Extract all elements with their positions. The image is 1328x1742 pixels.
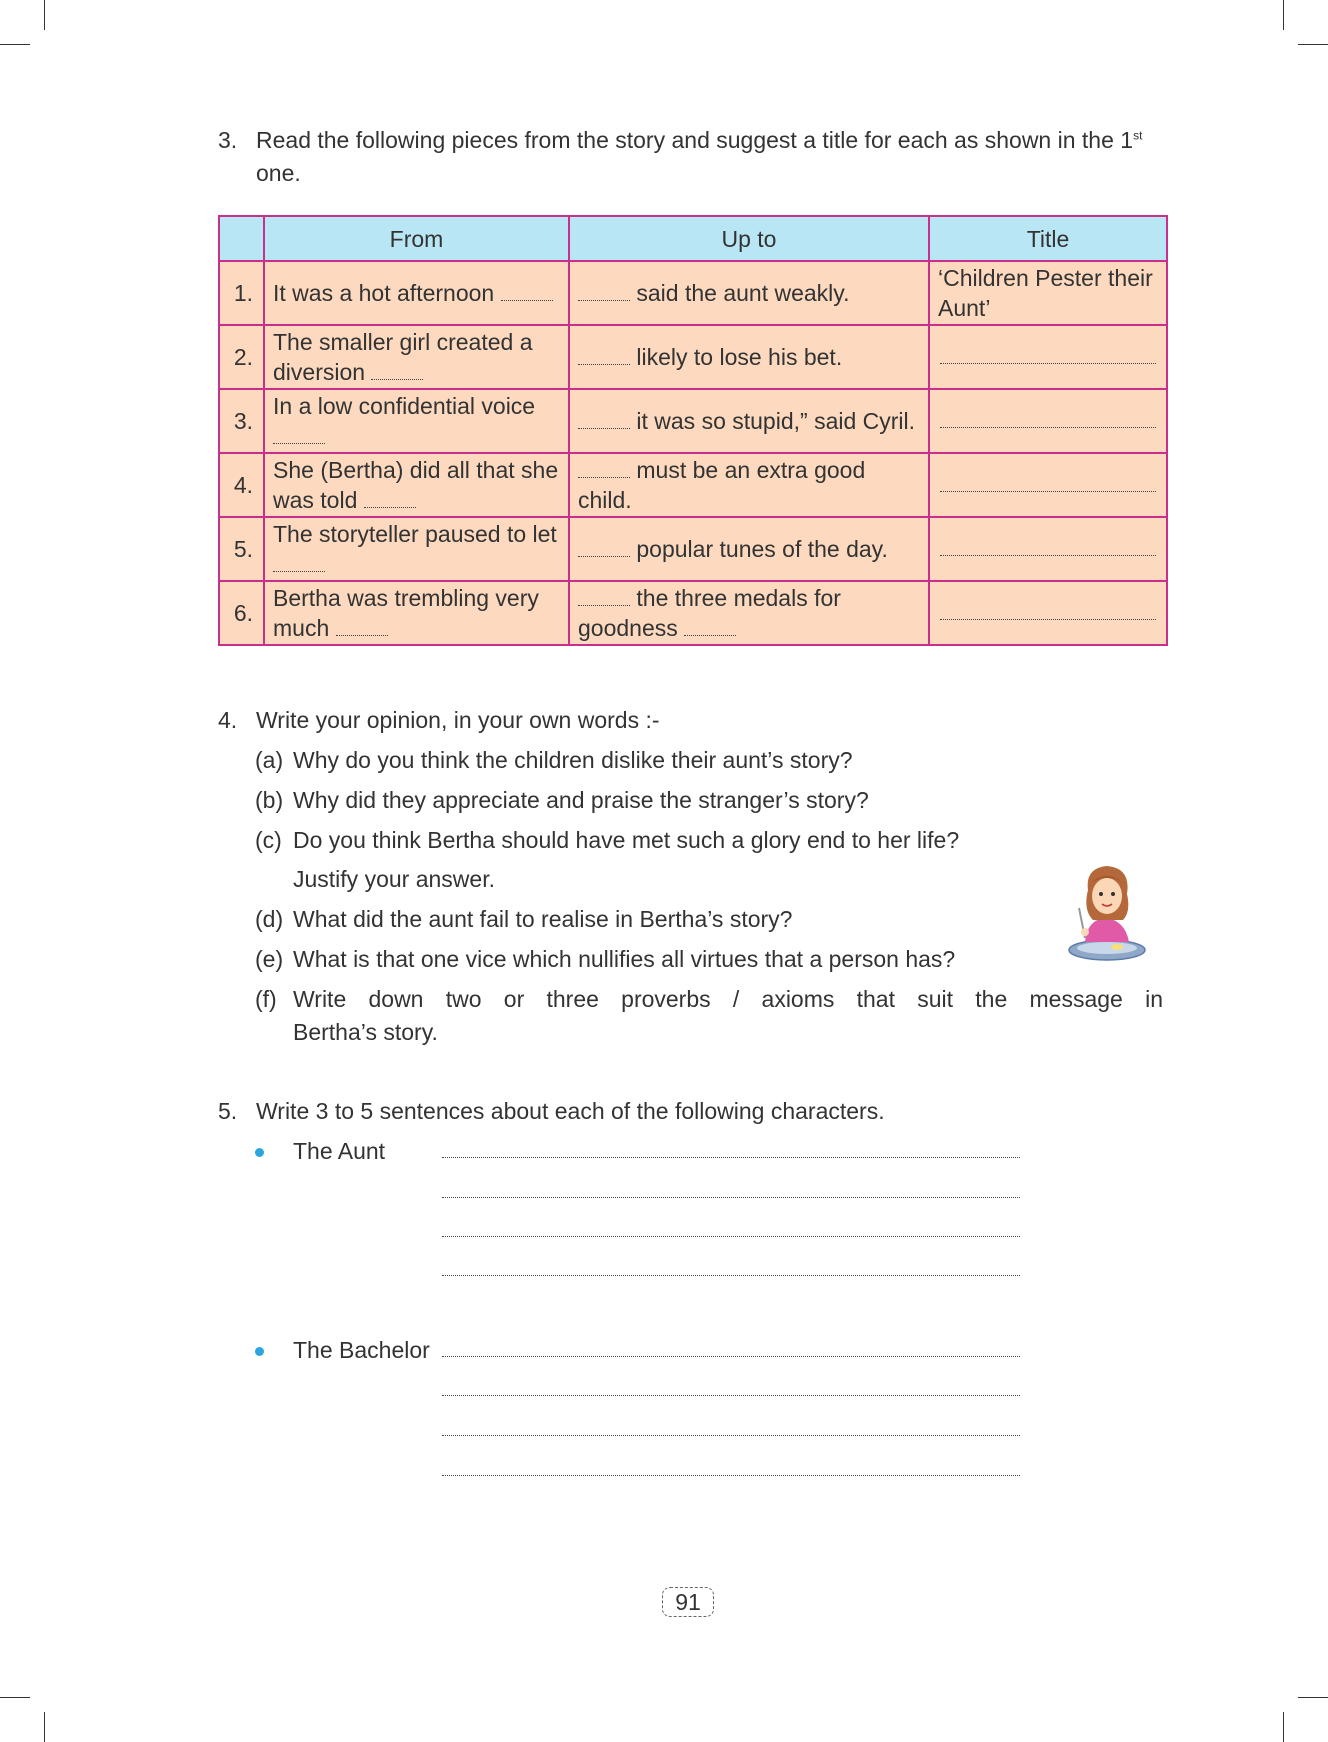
sub-text: What is that one vice which nullifies all virtues that a person has? xyxy=(293,946,956,972)
row-number: 5. xyxy=(219,517,264,581)
sub-label: (b) xyxy=(255,787,284,813)
sub-question-a xyxy=(255,744,853,777)
blank-dots xyxy=(578,538,630,557)
blank-dots xyxy=(684,617,736,636)
blank-dots xyxy=(336,617,388,636)
question-number: 4. xyxy=(218,707,238,733)
from-text: In a low confidential voice xyxy=(273,393,536,419)
answer-line[interactable] xyxy=(442,1474,1020,1476)
header-upto: Up to xyxy=(569,216,929,261)
table-row xyxy=(219,389,1167,453)
from-text-cont: diversion xyxy=(273,359,366,385)
row-number: 2. xyxy=(219,325,264,389)
blank-dots xyxy=(578,282,630,301)
from-cell xyxy=(264,581,569,645)
question-5 xyxy=(218,1095,1168,1128)
sub-text: Why do you think the children dislike their aunt’s story? xyxy=(293,747,853,773)
upto-cell xyxy=(569,581,929,645)
upto-text: said the aunt weakly. xyxy=(636,280,850,306)
crop-mark xyxy=(44,0,45,30)
crop-mark xyxy=(0,1697,30,1698)
upto-cell xyxy=(569,325,929,389)
upto-text: it was so stupid,” said Cyril. xyxy=(636,408,916,434)
blank-dots xyxy=(501,282,553,301)
sub-text: Write down two or three proverbs / axioms that suit the message in xyxy=(293,986,1163,1012)
upto-text: the three medals for xyxy=(636,585,841,611)
from-cell xyxy=(264,261,569,325)
blank-dots xyxy=(364,489,416,508)
answer-line[interactable] xyxy=(442,1235,1020,1237)
crop-mark xyxy=(44,1712,45,1742)
superscript: st xyxy=(1133,128,1143,143)
blank-dots xyxy=(273,553,325,572)
header-blank xyxy=(219,216,264,261)
upto-text: must be an extra good child. xyxy=(578,457,866,513)
row-number: 3. xyxy=(219,389,264,453)
question-number: 3. xyxy=(218,127,238,153)
sub-label: (a) xyxy=(255,747,284,773)
sub-question-f xyxy=(255,983,1163,1016)
sub-label: (e) xyxy=(255,946,284,972)
title-cell[interactable] xyxy=(929,517,1167,581)
from-cell xyxy=(264,453,569,517)
answer-line[interactable] xyxy=(442,1156,1020,1158)
sub-question-d xyxy=(255,903,792,936)
upto-text-cont: goodness xyxy=(578,615,678,641)
sub-text: What did the aunt fail to realise in Bertha’s story? xyxy=(293,906,793,932)
answer-line[interactable] xyxy=(442,1355,1020,1357)
table-header-row xyxy=(219,216,1167,261)
question-text: Write 3 to 5 sentences about each of the following characters. xyxy=(256,1098,885,1124)
from-text: She (Bertha) did all that she xyxy=(273,457,559,483)
page-number: 91 xyxy=(662,1587,714,1617)
crop-mark xyxy=(0,44,30,45)
question-number: 5. xyxy=(218,1098,238,1124)
table-row xyxy=(219,517,1167,581)
title-cell[interactable] xyxy=(929,453,1167,517)
answer-line[interactable] xyxy=(940,543,1156,556)
sub-question-c xyxy=(255,824,959,857)
answer-line[interactable] xyxy=(442,1434,1020,1436)
from-text: It was a hot afternoon xyxy=(273,280,495,306)
from-text-cont: was told xyxy=(273,487,358,513)
table-row xyxy=(219,325,1167,389)
sub-question-f-cont: Bertha’s story. xyxy=(293,1019,438,1045)
header-title: Title xyxy=(929,216,1167,261)
upto-cell xyxy=(569,389,929,453)
blank-dots xyxy=(578,410,630,429)
girl-eating-icon xyxy=(1055,860,1160,965)
table-row xyxy=(219,581,1167,645)
from-cell xyxy=(264,325,569,389)
blank-dots xyxy=(578,459,630,478)
from-text-cont: much xyxy=(273,615,330,641)
blank-dots xyxy=(371,361,423,380)
character-label-bachelor: The Bachelor xyxy=(293,1337,430,1363)
sub-label: (c) xyxy=(255,827,282,853)
story-pieces-table xyxy=(218,215,1168,646)
header-from: From xyxy=(264,216,569,261)
answer-line[interactable] xyxy=(442,1274,1020,1276)
table-row xyxy=(219,453,1167,517)
crop-mark xyxy=(1283,0,1284,30)
bullet-icon xyxy=(255,1347,264,1356)
upto-cell xyxy=(569,517,929,581)
upto-text: popular tunes of the day. xyxy=(636,536,888,562)
sub-question-c-cont: Justify your answer. xyxy=(293,866,495,892)
character-label-aunt: The Aunt xyxy=(293,1138,386,1164)
crop-mark xyxy=(1283,1712,1284,1742)
answer-line[interactable] xyxy=(940,479,1156,492)
blank-dots xyxy=(273,425,325,444)
title-cell: ‘Children Pester their Aunt’ xyxy=(929,261,1167,325)
from-text: The storyteller paused to let xyxy=(273,521,557,547)
answer-line[interactable] xyxy=(940,415,1156,428)
answer-line[interactable] xyxy=(442,1196,1020,1198)
title-cell[interactable] xyxy=(929,325,1167,389)
row-number: 4. xyxy=(219,453,264,517)
question-text: Write your opinion, in your own words :- xyxy=(256,707,660,733)
question-4 xyxy=(218,704,1168,737)
answer-line[interactable] xyxy=(940,607,1156,620)
upto-cell xyxy=(569,261,929,325)
bullet-icon xyxy=(255,1148,264,1157)
question-text xyxy=(256,124,1142,157)
sub-text: Why did they appreciate and praise the stranger’s story? xyxy=(293,787,869,813)
sub-text: Do you think Bertha should have met such a glory end to her life? xyxy=(293,827,960,853)
title-cell[interactable] xyxy=(929,581,1167,645)
from-cell xyxy=(264,517,569,581)
from-cell xyxy=(264,389,569,453)
crop-mark xyxy=(1298,44,1328,45)
from-text: Bertha was trembling very xyxy=(273,585,539,611)
from-text: The smaller girl created a xyxy=(273,329,533,355)
sub-question-e xyxy=(255,943,955,976)
sub-label: (f) xyxy=(255,986,277,1012)
blank-dots xyxy=(578,346,630,365)
question-text-cont: one. xyxy=(256,160,301,186)
sub-label: (d) xyxy=(255,906,284,932)
sub-question-b xyxy=(255,784,869,817)
row-number: 1. xyxy=(219,261,264,325)
question-text-main: Read the following pieces from the story and suggest a title for each as shown in the 1 xyxy=(256,127,1134,153)
upto-text: likely to lose his bet. xyxy=(636,344,843,370)
blank-dots xyxy=(578,587,630,606)
table-row xyxy=(219,261,1167,325)
upto-cell xyxy=(569,453,929,517)
crop-mark xyxy=(1298,1697,1328,1698)
title-cell[interactable] xyxy=(929,389,1167,453)
answer-line[interactable] xyxy=(940,351,1156,364)
row-number: 6. xyxy=(219,581,264,645)
question-3 xyxy=(218,124,1168,194)
answer-line[interactable] xyxy=(442,1394,1020,1396)
